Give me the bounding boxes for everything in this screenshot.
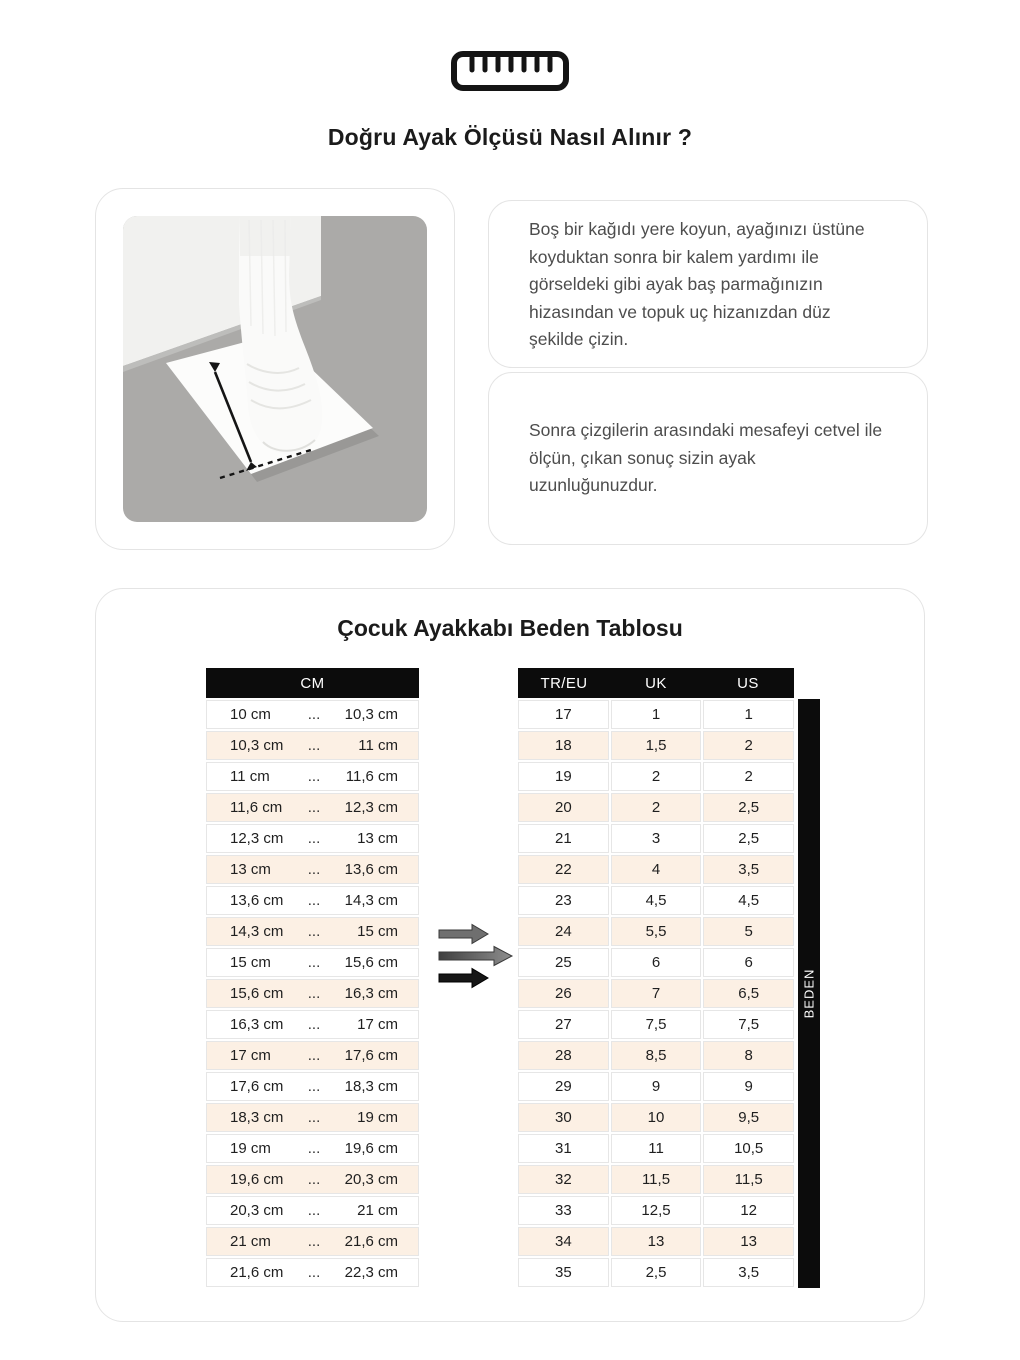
size-cell-tr-eu: 22 [518, 855, 609, 884]
instruction-step-2-text: Sonra çizgilerin arasındaki mesafeyi cetvel ile ölçün, çıkan sonuç sizin ayak uzunluğunuzdur. [529, 420, 883, 496]
size-cell-tr-eu: 28 [518, 1041, 609, 1070]
size-cell-us: 13 [703, 1227, 794, 1256]
cm-table-row [206, 762, 419, 791]
instruction-step-1-text: Boş bir kağıdı yere koyun, ayağınızı üstüne koyduktan sonra bir kalem yardımı ile görseldeki gibi ayak baş parmağınızın hizasından ve topuk uç hizanızdan düz şekilde çizin. [529, 219, 865, 349]
cm-table-row [206, 1010, 419, 1039]
size-table-header-uk: UK [645, 674, 667, 692]
size-cell-tr-eu: 32 [518, 1165, 609, 1194]
size-cell-uk: 2 [611, 793, 702, 822]
size-cell-us: 9 [703, 1072, 794, 1101]
size-cell-tr-eu: 19 [518, 762, 609, 791]
page-title: Doğru Ayak Ölçüsü Nasıl Alınır ? [327, 124, 693, 150]
size-table-row [518, 1165, 794, 1194]
size-table-row [518, 700, 794, 729]
size-cell-us: 6 [703, 948, 794, 977]
size-cell-tr-eu: 20 [518, 793, 609, 822]
ruler-icon [450, 50, 570, 92]
cm-to-value: 14,3 cm [344, 892, 398, 909]
size-cell-uk: 6 [611, 948, 702, 977]
cm-from-value: 11,6 cm [230, 799, 283, 816]
size-cell-us: 2,5 [703, 793, 794, 822]
cm-from-value: 19,6 cm [230, 1171, 284, 1188]
size-cell-uk: 1,5 [611, 731, 702, 760]
size-cell-uk: 2,5 [611, 1258, 702, 1287]
size-chart-section [95, 588, 925, 1322]
size-cell-us: 2,5 [703, 824, 794, 853]
size-cell-uk: 13 [611, 1227, 702, 1256]
size-chart-title: Çocuk Ayakkabı Beden Tablosu [337, 615, 683, 641]
size-axis-label [798, 699, 820, 1288]
size-cell-uk: 10 [611, 1103, 702, 1132]
size-table-header [518, 668, 794, 698]
range-separator: ... [307, 1140, 321, 1157]
size-cell-tr-eu: 33 [518, 1196, 609, 1225]
size-cell-tr-eu: 24 [518, 917, 609, 946]
size-cell-tr-eu: 23 [518, 886, 609, 915]
instruction-step-2 [488, 372, 928, 545]
cm-table-row [206, 1103, 419, 1132]
cm-from-value: 17 cm [230, 1047, 271, 1064]
cm-to-value: 20,3 cm [344, 1171, 398, 1188]
cm-to-value: 15,6 cm [344, 954, 398, 971]
size-cell-uk: 5,5 [611, 917, 702, 946]
cm-to-value: 17 cm [357, 1016, 398, 1033]
cm-from-value: 19 cm [230, 1140, 271, 1157]
instruction-step-1 [488, 200, 928, 368]
size-cell-tr-eu: 18 [518, 731, 609, 760]
size-cell-tr-eu: 30 [518, 1103, 609, 1132]
cm-table-body [206, 700, 419, 1287]
size-table-header-tr-eu: TR/EU [540, 674, 588, 692]
range-separator: ... [307, 892, 321, 909]
size-cell-us: 3,5 [703, 1258, 794, 1287]
size-table-row [518, 1258, 794, 1287]
cm-table-row [206, 793, 419, 822]
size-cell-uk: 8,5 [611, 1041, 702, 1070]
size-cell-us: 5 [703, 917, 794, 946]
size-cell-tr-eu: 34 [518, 1227, 609, 1256]
size-cell-uk: 12,5 [611, 1196, 702, 1225]
size-cell-us: 4,5 [703, 886, 794, 915]
cm-from-value: 15,6 cm [230, 985, 284, 1002]
cm-table-row [206, 1258, 419, 1287]
cm-table [206, 668, 419, 1289]
range-separator: ... [307, 1109, 321, 1126]
size-table-row [518, 948, 794, 977]
size-cell-tr-eu: 27 [518, 1010, 609, 1039]
cm-from-value: 13,6 cm [230, 892, 284, 909]
range-separator: ... [307, 768, 321, 785]
cm-table-row [206, 886, 419, 915]
size-cell-tr-eu: 35 [518, 1258, 609, 1287]
size-table-row [518, 1072, 794, 1101]
cm-from-value: 21 cm [230, 1233, 271, 1250]
range-separator: ... [307, 1016, 321, 1033]
size-cell-uk: 7,5 [611, 1010, 702, 1039]
cm-to-value: 17,6 cm [344, 1047, 398, 1064]
size-table-row [518, 1227, 794, 1256]
cm-to-value: 21,6 cm [344, 1233, 398, 1250]
size-cell-uk: 2 [611, 762, 702, 791]
range-separator: ... [307, 985, 321, 1002]
cm-from-value: 14,3 cm [230, 923, 284, 940]
foot-measurement-photo-card [95, 188, 455, 550]
size-cell-us: 2 [703, 762, 794, 791]
range-separator: ... [307, 830, 321, 847]
size-cell-uk: 1 [611, 700, 702, 729]
range-separator: ... [307, 923, 321, 940]
cm-from-value: 17,6 cm [230, 1078, 284, 1095]
cm-from-value: 18,3 cm [230, 1109, 284, 1126]
cm-table-row [206, 917, 419, 946]
size-table-row [518, 824, 794, 853]
size-cell-us: 7,5 [703, 1010, 794, 1039]
size-cell-us: 9,5 [703, 1103, 794, 1132]
size-table-row [518, 855, 794, 884]
range-separator: ... [307, 861, 321, 878]
size-cell-tr-eu: 17 [518, 700, 609, 729]
foot-measurement-photo [123, 216, 427, 522]
cm-table-row [206, 1041, 419, 1070]
cm-to-value: 22,3 cm [344, 1264, 398, 1281]
size-cell-uk: 11,5 [611, 1165, 702, 1194]
size-cell-us: 10,5 [703, 1134, 794, 1163]
cm-from-value: 20,3 cm [230, 1202, 284, 1219]
cm-from-value: 13 cm [230, 861, 271, 878]
cm-table-row [206, 1134, 419, 1163]
size-table-row [518, 793, 794, 822]
cm-from-value: 21,6 cm [230, 1264, 284, 1281]
size-table-row [518, 1196, 794, 1225]
cm-table-row [206, 731, 419, 760]
size-table-body [518, 700, 794, 1287]
size-table-row [518, 1134, 794, 1163]
transfer-arrows-icon [436, 923, 514, 989]
size-cell-tr-eu: 26 [518, 979, 609, 1008]
size-cell-uk: 7 [611, 979, 702, 1008]
range-separator: ... [307, 1264, 321, 1281]
cm-from-value: 15 cm [230, 954, 271, 971]
size-cell-tr-eu: 29 [518, 1072, 609, 1101]
size-cell-us: 6,5 [703, 979, 794, 1008]
size-table-row [518, 731, 794, 760]
cm-from-value: 11 cm [230, 768, 270, 785]
cm-table-row [206, 855, 419, 884]
cm-table-header: CM [206, 668, 419, 698]
cm-table-row [206, 1165, 419, 1194]
size-table-row [518, 917, 794, 946]
cm-table-row [206, 1072, 419, 1101]
cm-to-value: 13 cm [357, 830, 398, 847]
size-cell-tr-eu: 31 [518, 1134, 609, 1163]
cm-to-value: 19 cm [357, 1109, 398, 1126]
cm-to-value: 13,6 cm [344, 861, 398, 878]
cm-from-value: 10,3 cm [230, 737, 284, 754]
size-cell-tr-eu: 25 [518, 948, 609, 977]
range-separator: ... [307, 1078, 321, 1095]
cm-table-row [206, 700, 419, 729]
cm-table-row [206, 1196, 419, 1225]
cm-table-row [206, 979, 419, 1008]
cm-to-value: 19,6 cm [344, 1140, 398, 1157]
cm-table-row [206, 948, 419, 977]
size-table-row [518, 886, 794, 915]
range-separator: ... [307, 1202, 321, 1219]
range-separator: ... [307, 706, 321, 723]
cm-to-value: 21 cm [357, 1202, 398, 1219]
size-table-row [518, 1041, 794, 1070]
size-cell-uk: 9 [611, 1072, 702, 1101]
cm-to-value: 11 cm [358, 737, 398, 754]
cm-table-row [206, 824, 419, 853]
cm-to-value: 10,3 cm [344, 706, 398, 723]
range-separator: ... [307, 1233, 321, 1250]
size-cell-us: 1 [703, 700, 794, 729]
cm-to-value: 16,3 cm [344, 985, 398, 1002]
cm-from-value: 16,3 cm [230, 1016, 284, 1033]
cm-from-value: 12,3 cm [230, 830, 284, 847]
range-separator: ... [307, 799, 321, 816]
size-table-row [518, 1010, 794, 1039]
size-cell-us: 3,5 [703, 855, 794, 884]
size-cell-uk: 3 [611, 824, 702, 853]
size-cell-us: 11,5 [703, 1165, 794, 1194]
cm-to-value: 12,3 cm [344, 799, 398, 816]
range-separator: ... [307, 737, 321, 754]
range-separator: ... [307, 1171, 321, 1188]
size-table-row [518, 979, 794, 1008]
size-table-header-us: US [737, 674, 759, 692]
cm-to-value: 15 cm [357, 923, 398, 940]
size-cell-us: 8 [703, 1041, 794, 1070]
size-cell-us: 2 [703, 731, 794, 760]
size-cell-uk: 4,5 [611, 886, 702, 915]
cm-table-row [206, 1227, 419, 1256]
cm-to-value: 18,3 cm [344, 1078, 398, 1095]
size-cell-uk: 4 [611, 855, 702, 884]
size-cell-us: 12 [703, 1196, 794, 1225]
size-cell-uk: 11 [611, 1134, 702, 1163]
size-cell-tr-eu: 21 [518, 824, 609, 853]
size-table-row [518, 762, 794, 791]
range-separator: ... [307, 1047, 321, 1064]
cm-to-value: 11,6 cm [345, 768, 398, 785]
cm-from-value: 10 cm [230, 706, 271, 723]
range-separator: ... [307, 954, 321, 971]
size-axis-label-text: BEDEN [801, 968, 817, 1019]
size-table [518, 668, 794, 1289]
size-table-row [518, 1103, 794, 1132]
